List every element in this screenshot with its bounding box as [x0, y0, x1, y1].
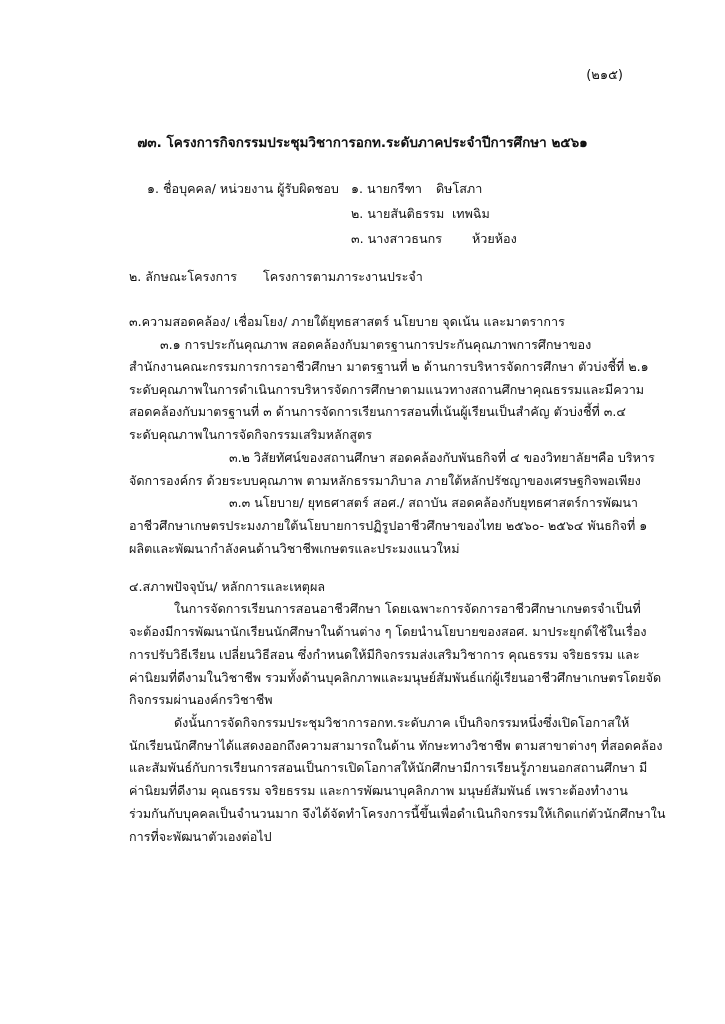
section3-line: ๓.๑ การประกันคุณภาพ สอดคล้องกับมาตรฐานการประกันคุณภาพการศึกษาของ: [160, 337, 592, 352]
section4-line: ในการจัดการเรียนการสอนอาชีวศึกษา โดยเฉพาะการจัดการอาชีวศึกษาเกษตรจำเป็นที่: [174, 601, 641, 616]
project-title: ๗๓. โครงการกิจกรรมประชุมวิชาการอกท.ระดับภาคประจำปีการศึกษา ๒๕๖๑: [137, 135, 588, 151]
project-type-label: ๒. ลักษณะโครงการ: [129, 269, 237, 284]
person-3-surname: ห้วยห้อง: [472, 231, 517, 246]
page-number: (๒๑๕): [586, 68, 623, 83]
section4-line: ค่านิยมที่ดีงามในวิชาชีพ รวมทั้งด้านบุคลิกภาพและมนุษย์สัมพันธ์แก่ผู้เรียนอาชีวศึกษาเกษตรโดยจัด: [129, 670, 662, 685]
responsible-label: ๑. ชื่อบุคคล/ หน่วยงาน ผู้รับผิดชอบ: [147, 181, 339, 196]
section3-heading: ๓.ความสอดคล้อง/ เชื่อมโยง/ ภายใต้ยุทธสาสตร์ นโยบาย จุดเน้น และมาตราการ: [129, 314, 565, 329]
section3-line: ๓.๒ วิสัยทัศน์ของสถานศึกษา สอดคล้องกับพันธกิจที่ ๔ ของวิทยาลัยฯคือ บริหาร: [229, 450, 655, 465]
section4-line: ร่วมกันกับบุคคลเป็นจำนวนมาก จึงได้จัดทำโครงการนี้ขึ้นเพื่อดำเนินกิจกรรมให้เกิดแก่ตัวนักศึกษาใน: [129, 806, 666, 821]
section4-line: การที่จะพัฒนาตัวเองต่อไป: [129, 829, 272, 844]
section3-line: สำนักงานคณะกรรมการการอาชีวศึกษา มาตรฐานที่ ๒ ด้านการบริหารจัดการศึกษา ตัวบ่งชี้ที่ ๒.๑: [129, 359, 649, 374]
section4-line: จะต้องมีการพัฒนานักเรียนนักศึกษาในด้านต่าง ๆ โดยนำนโยบายของสอศ. มาประยุกต์ใช้ในเรื่อง: [129, 624, 647, 639]
section3-line: จัดการองค์กร ด้วยระบบคุณภาพ ตามหลักธรรมาภิบาล ภายใต้หลักปรัชญาของเศรษฐกิจพอเพียง: [129, 473, 641, 488]
section3-line: ๓.๓ นโยบาย/ ยุทธศาสตร์ สอศ./ สถาบัน สอดคล้องกับยุทธศาสตร์การพัฒนา: [229, 495, 639, 510]
section4-line: และสัมพันธ์กับการเรียนการสอนเป็นการเปิดโอกาสให้นักศึกษามีการเรียนรู้ภายนอกสถานศึกษา มี: [129, 760, 648, 775]
section3-line: ผลิตและพัฒนากำลังคนด้านวิชาชีพเกษตรและประมงแนวใหม่: [129, 541, 460, 556]
section4-line: นักเรียนนักศึกษาได้แสดงออกถึงความสามารถในด้าน ทักษะทางวิชาชีพ ตามสาขาต่างๆ ที่สอดคล้อง: [129, 738, 663, 753]
section4-heading: ๔.สภาพปัจจุบัน/ หลักการและเหตุผล: [129, 579, 326, 594]
section3-line: ระดับคุณภาพในการจัดกิจกรรมเสริมหลักสูตร: [129, 427, 373, 442]
section3-line: อาชีวศึกษาเกษตรประมงภายใต้นโยบายการปฏิรูปอาชีวศึกษาของไทย ๒๕๖๐- ๒๕๖๔ พันธกิจที่ ๑: [129, 518, 648, 533]
section4-line: ดังนั้นการจัดกิจกรรมประชุมวิชาการอกท.ระดับภาค เป็นกิจกรรมหนึ่งซึ่งเปิดโอกาสให้: [174, 715, 630, 730]
section4-line: การปรับวิธีเรียน เปลี่ยนวิธีสอน ซึ่งกำหนดให้มีกิจกรรมส่งเสริมวิชาการ คุณธรรม จริยธรรม และ: [129, 647, 640, 662]
person-1-name: ๑. นายกรีฑา: [351, 181, 422, 196]
section3-line: สอดคล้องกับมาตรฐานที่ ๓ ด้านการจัดการเรียนการสอนที่เน้นผู้เรียนเป็นสำคัญ ตัวบ่งชี้ที่ ๓.๔: [129, 404, 626, 419]
section4-line: ค่านิยมที่ดีงาม คุณธรรม จริยธรรม และการพัฒนาบุคลิกภาพ มนุษย์สัมพันธ์ เพราะต้องทำงาน: [129, 783, 628, 798]
section3-line: ระดับคุณภาพในการดำเนินการบริหารจัดการศึกษาตามแนวทางสถานศึกษาคุณธรรมและมีความ: [129, 382, 645, 397]
person-3-name: ๓. นางสาวธนกร: [351, 231, 442, 246]
section4-line: กิจกรรมผ่านองค์กรวิชาชีพ: [129, 692, 273, 707]
person-1-surname: ดิษโสภา: [436, 181, 483, 196]
project-type-value: โครงการตามภาระงานประจำ: [263, 269, 423, 284]
person-2-surname: เทพฉิม: [452, 206, 490, 221]
person-2-name: ๒. นายสันติธรรม: [351, 206, 445, 221]
